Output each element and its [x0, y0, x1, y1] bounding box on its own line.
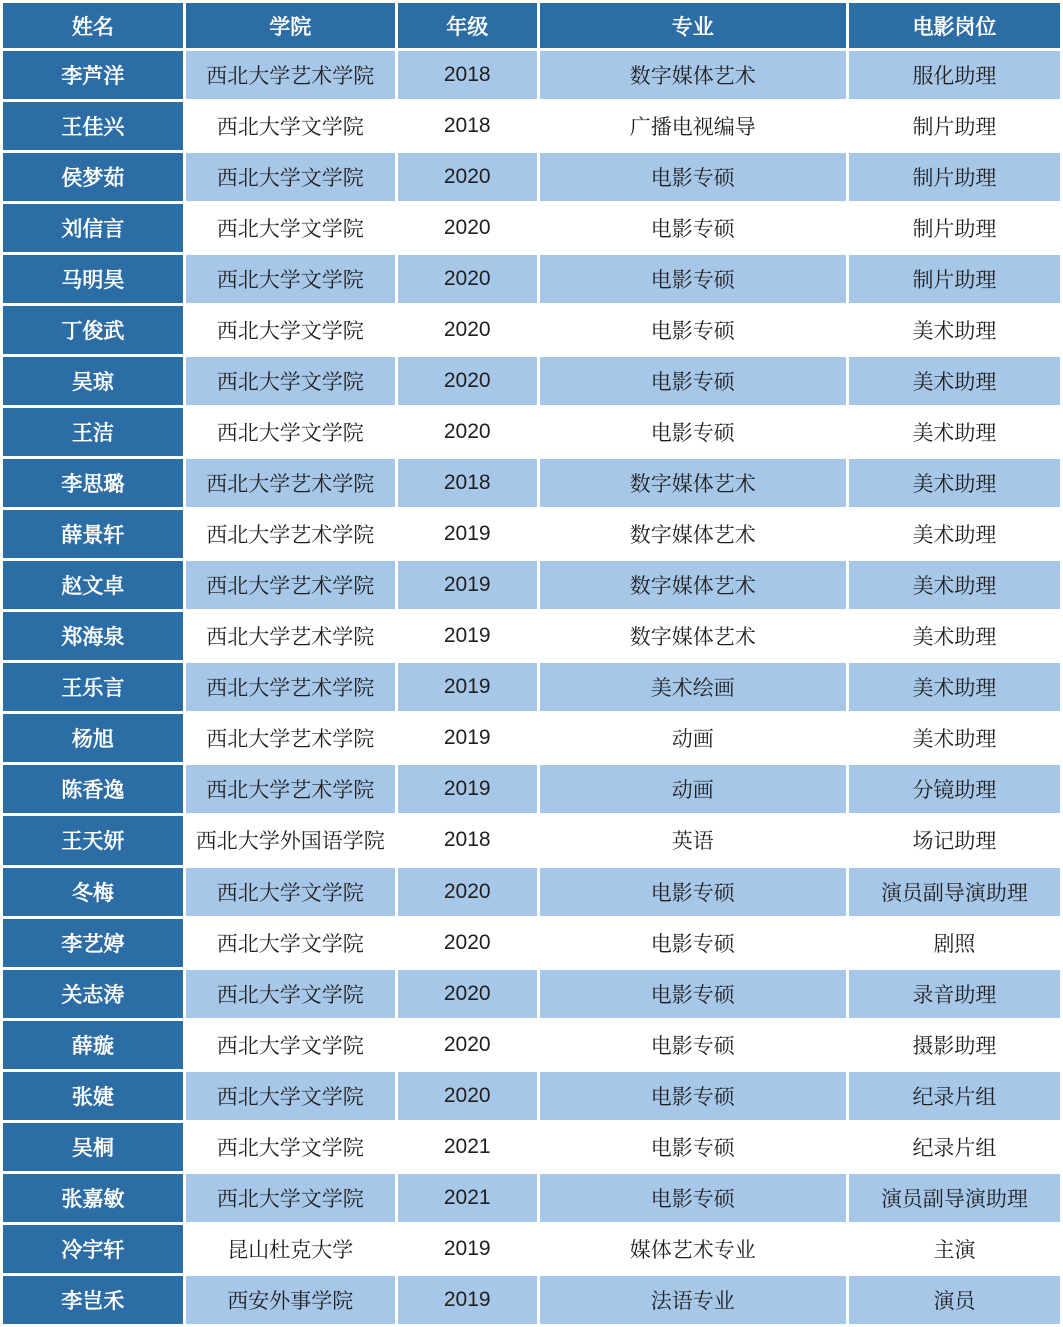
college-cell: 西北大学艺术学院: [186, 714, 395, 762]
grade-cell: 2019: [398, 663, 537, 711]
major-cell: 法语专业: [540, 1276, 846, 1324]
grade-cell: 2020: [398, 970, 537, 1018]
position-cell: 制片助理: [849, 255, 1060, 303]
college-cell: 西北大学外国语学院: [186, 816, 395, 864]
grade-cell: 2021: [398, 1123, 537, 1171]
position-cell: 美术助理: [849, 612, 1060, 660]
grade-cell: 2018: [398, 102, 537, 150]
college-cell: 西北大学文学院: [186, 204, 395, 252]
name-cell: 马明昊: [3, 255, 183, 303]
college-cell: 西北大学艺术学院: [186, 510, 395, 558]
major-cell: 动画: [540, 765, 846, 813]
grade-cell: 2020: [398, 357, 537, 405]
table-row: [3, 1123, 1060, 1171]
college-cell: 西北大学艺术学院: [186, 765, 395, 813]
column-header-college: 学院: [186, 3, 395, 48]
college-cell: 西北大学文学院: [186, 1072, 395, 1120]
major-cell: 媒体艺术专业: [540, 1225, 846, 1273]
table-row: [3, 357, 1060, 405]
major-cell: 电影专硕: [540, 357, 846, 405]
grade-cell: 2020: [398, 153, 537, 201]
major-cell: 电影专硕: [540, 868, 846, 916]
name-cell: 郑海泉: [3, 612, 183, 660]
grade-cell: 2020: [398, 408, 537, 456]
position-cell: 美术助理: [849, 306, 1060, 354]
college-cell: 西北大学艺术学院: [186, 612, 395, 660]
name-cell: 张嘉敏: [3, 1174, 183, 1222]
position-cell: 纪录片组: [849, 1072, 1060, 1120]
college-cell: 西北大学文学院: [186, 970, 395, 1018]
college-cell: 西北大学文学院: [186, 102, 395, 150]
name-cell: 张婕: [3, 1072, 183, 1120]
position-cell: 美术助理: [849, 510, 1060, 558]
major-cell: 美术绘画: [540, 663, 846, 711]
position-cell: 美术助理: [849, 663, 1060, 711]
name-cell: 薛璇: [3, 1021, 183, 1069]
major-cell: 电影专硕: [540, 255, 846, 303]
table-row: [3, 612, 1060, 660]
name-cell: 关志涛: [3, 970, 183, 1018]
grade-cell: 2019: [398, 1225, 537, 1273]
table-row: [3, 919, 1060, 967]
grade-cell: 2019: [398, 561, 537, 609]
name-cell: 王天妍: [3, 816, 183, 864]
major-cell: 电影专硕: [540, 1123, 846, 1171]
table-row: [3, 1072, 1060, 1120]
grade-cell: 2021: [398, 1174, 537, 1222]
college-cell: 昆山杜克大学: [186, 1225, 395, 1273]
table-row: [3, 204, 1060, 252]
position-cell: 分镜助理: [849, 765, 1060, 813]
grade-cell: 2020: [398, 919, 537, 967]
college-cell: 西安外事学院: [186, 1276, 395, 1324]
grade-cell: 2020: [398, 868, 537, 916]
name-cell: 王佳兴: [3, 102, 183, 150]
table-row: [3, 663, 1060, 711]
college-cell: 西北大学艺术学院: [186, 51, 395, 99]
grade-cell: 2020: [398, 255, 537, 303]
major-cell: 电影专硕: [540, 1174, 846, 1222]
name-cell: 冷宇轩: [3, 1225, 183, 1273]
major-cell: 电影专硕: [540, 1072, 846, 1120]
major-cell: 数字媒体艺术: [540, 561, 846, 609]
college-cell: 西北大学文学院: [186, 153, 395, 201]
table-row: [3, 1174, 1060, 1222]
position-cell: 制片助理: [849, 153, 1060, 201]
table-row: [3, 816, 1060, 864]
position-cell: 主演: [849, 1225, 1060, 1273]
major-cell: 数字媒体艺术: [540, 459, 846, 507]
major-cell: 电影专硕: [540, 204, 846, 252]
column-header-grade: 年级: [398, 3, 537, 48]
college-cell: 西北大学艺术学院: [186, 561, 395, 609]
position-cell: 制片助理: [849, 204, 1060, 252]
grade-cell: 2019: [398, 1276, 537, 1324]
college-cell: 西北大学文学院: [186, 868, 395, 916]
major-cell: 动画: [540, 714, 846, 762]
column-header-major: 专业: [540, 3, 846, 48]
name-cell: 李岂禾: [3, 1276, 183, 1324]
table-row: [3, 561, 1060, 609]
major-cell: 数字媒体艺术: [540, 612, 846, 660]
table-row: [3, 102, 1060, 150]
column-header-position: 电影岗位: [849, 3, 1060, 48]
table-row: [3, 868, 1060, 916]
position-cell: 演员: [849, 1276, 1060, 1324]
grade-cell: 2020: [398, 306, 537, 354]
table-row: [3, 970, 1060, 1018]
name-cell: 赵文卓: [3, 561, 183, 609]
major-cell: 电影专硕: [540, 153, 846, 201]
major-cell: 电影专硕: [540, 306, 846, 354]
position-cell: 美术助理: [849, 408, 1060, 456]
name-cell: 王洁: [3, 408, 183, 456]
table-row: [3, 153, 1060, 201]
name-cell: 刘信言: [3, 204, 183, 252]
major-cell: 电影专硕: [540, 970, 846, 1018]
table-row: [3, 1021, 1060, 1069]
name-cell: 王乐言: [3, 663, 183, 711]
college-cell: 西北大学文学院: [186, 255, 395, 303]
position-cell: 制片助理: [849, 102, 1060, 150]
major-cell: 电影专硕: [540, 1021, 846, 1069]
table-row: [3, 255, 1060, 303]
position-cell: 演员副导演助理: [849, 1174, 1060, 1222]
name-cell: 吴琼: [3, 357, 183, 405]
table-row: [3, 1225, 1060, 1273]
grade-cell: 2019: [398, 765, 537, 813]
table-row: [3, 459, 1060, 507]
grade-cell: 2020: [398, 204, 537, 252]
college-cell: 西北大学艺术学院: [186, 663, 395, 711]
grade-cell: 2018: [398, 459, 537, 507]
table-header-row: [3, 3, 1060, 48]
table-row: [3, 1276, 1060, 1324]
position-cell: 美术助理: [849, 459, 1060, 507]
major-cell: 英语: [540, 816, 846, 864]
grade-cell: 2020: [398, 1021, 537, 1069]
position-cell: 剧照: [849, 919, 1060, 967]
table-row: [3, 51, 1060, 99]
position-cell: 演员副导演助理: [849, 868, 1060, 916]
column-header-name: 姓名: [3, 3, 183, 48]
name-cell: 李思璐: [3, 459, 183, 507]
college-cell: 西北大学文学院: [186, 408, 395, 456]
grade-cell: 2018: [398, 816, 537, 864]
position-cell: 美术助理: [849, 357, 1060, 405]
grade-cell: 2019: [398, 714, 537, 762]
college-cell: 西北大学文学院: [186, 919, 395, 967]
grade-cell: 2018: [398, 51, 537, 99]
table-row: [3, 510, 1060, 558]
major-cell: 数字媒体艺术: [540, 51, 846, 99]
college-cell: 西北大学文学院: [186, 1123, 395, 1171]
table-row: [3, 408, 1060, 456]
college-cell: 西北大学文学院: [186, 306, 395, 354]
grade-cell: 2020: [398, 1072, 537, 1120]
major-cell: 电影专硕: [540, 919, 846, 967]
major-cell: 数字媒体艺术: [540, 510, 846, 558]
college-cell: 西北大学文学院: [186, 357, 395, 405]
name-cell: 冬梅: [3, 868, 183, 916]
grade-cell: 2019: [398, 510, 537, 558]
college-cell: 西北大学文学院: [186, 1021, 395, 1069]
table-row: [3, 714, 1060, 762]
college-cell: 西北大学文学院: [186, 1174, 395, 1222]
position-cell: 摄影助理: [849, 1021, 1060, 1069]
name-cell: 丁俊武: [3, 306, 183, 354]
position-cell: 场记助理: [849, 816, 1060, 864]
name-cell: 侯梦茹: [3, 153, 183, 201]
college-cell: 西北大学艺术学院: [186, 459, 395, 507]
major-cell: 电影专硕: [540, 408, 846, 456]
position-cell: 美术助理: [849, 714, 1060, 762]
name-cell: 陈香逸: [3, 765, 183, 813]
name-cell: 李艺婷: [3, 919, 183, 967]
name-cell: 李芦洋: [3, 51, 183, 99]
position-cell: 美术助理: [849, 561, 1060, 609]
name-cell: 薛景轩: [3, 510, 183, 558]
position-cell: 纪录片组: [849, 1123, 1060, 1171]
table-row: [3, 306, 1060, 354]
major-cell: 广播电视编导: [540, 102, 846, 150]
grade-cell: 2019: [398, 612, 537, 660]
name-cell: 吴桐: [3, 1123, 183, 1171]
table-row: [3, 765, 1060, 813]
position-cell: 服化助理: [849, 51, 1060, 99]
position-cell: 录音助理: [849, 970, 1060, 1018]
name-cell: 杨旭: [3, 714, 183, 762]
table-body: [3, 51, 1060, 1324]
